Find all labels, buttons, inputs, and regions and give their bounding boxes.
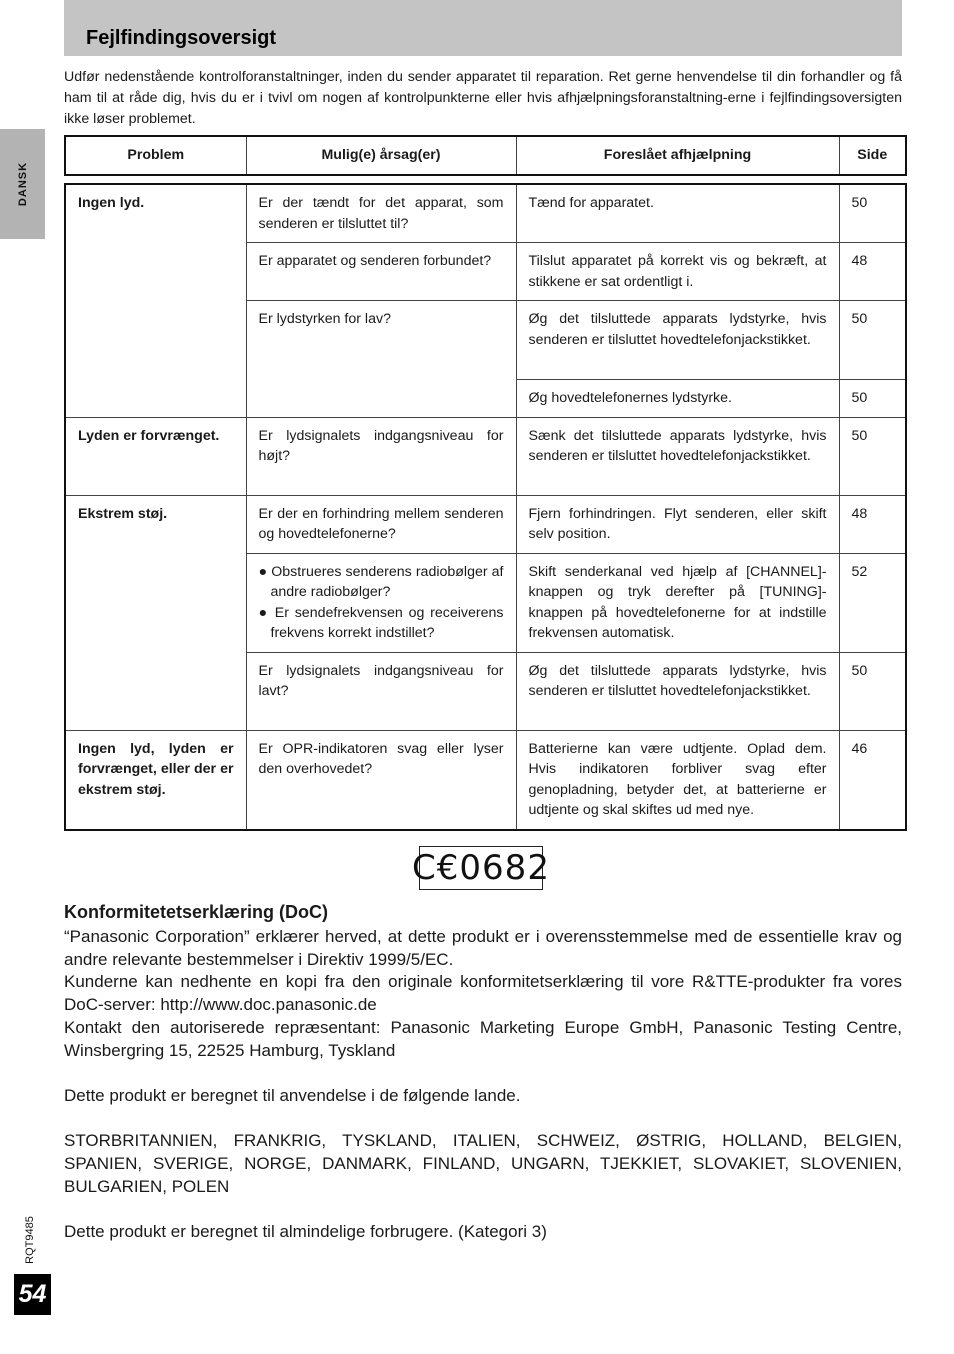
page-cell: 50 (839, 380, 906, 418)
cause-cell: Er lydsignalets indgangsniveau for lavt? (246, 652, 516, 730)
remedy-cell: Tilslut apparatet på korrekt vis og bekræft, at stikkene er sat ordentligt i. (516, 243, 839, 301)
cause-cell: Er OPR-indikatoren svag eller lyser den overhovedet? (246, 730, 516, 830)
table-row (65, 730, 906, 830)
doc-paragraph: Dette produkt er beregnet til anvendelse i de følgende lande. (64, 1085, 521, 1105)
remedy-cell: Øg det tilsluttede apparats lydstyrke, hvis senderen er tilsluttet hovedtelefonjackstikket. (516, 652, 839, 730)
page-cell: 48 (839, 495, 906, 553)
page-cell: 46 (839, 730, 906, 830)
problem-combined: Ingen lyd, lyden er forvrænget, eller der er ekstrem støj. (65, 730, 246, 830)
troubleshooting-table (64, 183, 907, 831)
header-problem: Problem (65, 136, 246, 175)
table-header-row (65, 136, 906, 175)
model-code: RQT9485 (24, 1216, 36, 1264)
page-cell: 48 (839, 243, 906, 301)
table-row (65, 495, 906, 553)
page-number: 54 (14, 1274, 51, 1315)
page-cell: 50 (839, 301, 906, 380)
header-cause: Mulig(e) årsag(er) (246, 136, 516, 175)
page-cell: 50 (839, 417, 906, 495)
page-title: Fejlfindingsoversigt (86, 27, 277, 49)
cause-cell: Er der en forhindring mellem senderen og hovedtelefonerne? (246, 495, 516, 553)
page-cell: 50 (839, 652, 906, 730)
remedy-cell: Fjern forhindringen. Flyt senderen, eller skift selv position. (516, 495, 839, 553)
doc-paragraph: “Panasonic Corporation” erklærer herved, at dette produkt er i overensstemmelse med de essentielle krav og andre relevante bestemmelser i Direktiv 1999/5/EC. (64, 927, 902, 969)
header-page: Side (839, 136, 906, 175)
remedy-cell: Batterierne kan være udtjente. Oplad dem. Hvis indikatoren forbliver svag efter genopladning, betyder det, at batterierne er udtjente og skal skiftes ud med nye. (516, 730, 839, 830)
page-cell: 50 (839, 184, 906, 243)
page-cell: 52 (839, 553, 906, 652)
section-header (64, 0, 902, 56)
intro-text: Udfør nedenstående kontrolforanstaltninger, inden du sender apparatet til reparation. Ret gerne henvendelse til din forhandler og få ham til at råde dig, hvis du er i tvivl om nogen af kontrolpunkterne eller hvis afhjælpningsforanstaltning-erne i fejlfindingsoversigten ikke løser problemet. (64, 69, 902, 127)
country-list: STORBRITANNIEN, FRANKRIG, TYSKLAND, ITALIEN, SCHWEIZ, ØSTRIG, HOLLAND, BELGIEN, SPANIEN, SVERIGE, NORGE, DANMARK, FINLAND, UNGARN, TJEKKIET, SLOVAKIET, SLOVENIEN, BULGARIEN, POLEN (64, 1131, 902, 1196)
cause-cell: Er lydsignalets indgangsniveau for højt? (246, 417, 516, 495)
doc-paragraph: Kontakt den autoriserede repræsentant: Panasonic Marketing Europe GmbH, Panasonic Testing Centre, Winsbergring 15, 22525 Hamburg, Tyskland (64, 1017, 902, 1060)
language-tab-label: DANSK (16, 161, 29, 207)
doc-paragraph: Dette produkt er beregnet til almindelige forbrugere. (Kategori 3) (64, 1222, 547, 1242)
remedy-cell: Sænk det tilsluttede apparats lydstyrke, hvis senderen er tilsluttet hovedtelefonjackstikket. (516, 417, 839, 495)
cause-cell (246, 553, 516, 652)
remedy-cell: Tænd for apparatet. (516, 184, 839, 243)
table-row (65, 417, 906, 495)
cause-bullet: ● Obstrueres senderens radiobølger af andre radiobølger? (258, 563, 504, 600)
doc-paragraph: Kunderne kan nedhente en kopi fra den originale konformitetserklæring til vore R&TTE-produkter fra vores DoC-server: http://www.doc.panasonic.de (64, 972, 902, 1015)
cause-bullet: ● Er sendefrekvensen og receiverens frekvens korrekt indstillet? (258, 604, 504, 641)
table-row (65, 184, 906, 243)
doc-heading: Konformitetetserklæring (DoC) (64, 902, 329, 922)
troubleshooting-header-table (64, 135, 907, 176)
problem-distorted-sound: Lyden er forvrænget. (65, 417, 246, 495)
doc-body (64, 926, 902, 1244)
cause-cell: Er apparatet og senderen forbundet? (246, 243, 516, 301)
problem-extreme-noise: Ekstrem støj. (65, 495, 246, 730)
header-remedy: Foreslået afhjælpning (516, 136, 839, 175)
cause-cell: Er lydstyrken for lav? (246, 301, 516, 418)
remedy-cell: Skift senderkanal ved hjælp af [CHANNEL]-knappen og tryk derefter på [TUNING]-knappen på hovedtelefonerne for at indstille frekvensen automatisk. (516, 553, 839, 652)
problem-no-sound: Ingen lyd. (65, 184, 246, 417)
cause-cell: Er der tændt for det apparat, som senderen er tilsluttet til? (246, 184, 516, 243)
language-tab (0, 129, 45, 239)
remedy-cell: Øg det tilsluttede apparats lydstyrke, hvis senderen er tilsluttet hovedtelefonjackstikket. (516, 301, 839, 380)
remedy-cell: Øg hovedtelefonernes lydstyrke. (516, 380, 839, 418)
ce-mark-logo: C€0682 (412, 848, 550, 888)
